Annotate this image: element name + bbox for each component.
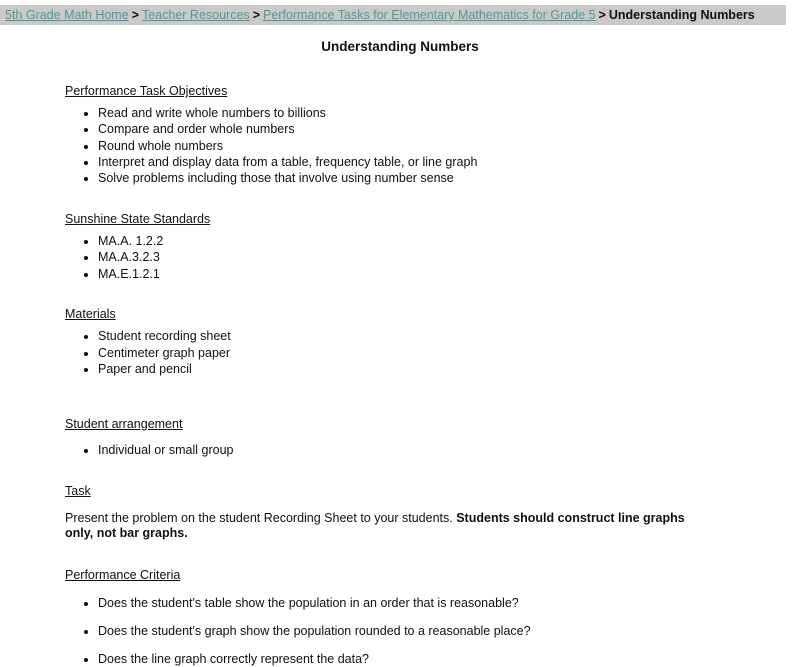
breadcrumb-link-performance-tasks[interactable]: Performance Tasks for Elementary Mathematics for Grade 5 [263,8,596,22]
task-text-normal: Present the problem on the student Recording Sheet to your students. [65,510,457,525]
section-heading-materials: Materials [65,307,116,322]
list-item: • Centimeter graph paper [98,346,760,361]
list-item: • Student recording sheet [98,329,760,344]
section-heading-standards: Sunshine State Standards [65,211,211,226]
breadcrumb-link-home[interactable]: 5th Grade Math Home [5,8,129,22]
list-item: • Read and write whole numbers to billions [98,106,760,121]
breadcrumb-current-page: Understanding Numbers [608,8,755,22]
list-item: • Does the student's graph show the population rounded to a reasonable place? [98,624,760,639]
arrangement-list [65,443,760,458]
section-heading-criteria: Performance Criteria [65,567,181,582]
section-heading-arrangement: Student arrangement [65,416,183,431]
criteria-list [65,596,760,667]
list-item: • Paper and pencil [98,362,760,377]
list-item: • MA.A. 1.2.2 [98,234,760,249]
list-item: • MA.A.3.2.3 [98,250,760,265]
list-item: • Individual or small group [98,443,760,458]
list-item: • Does the line graph correctly represent the data? [98,652,760,667]
breadcrumb-separator: > [252,8,260,22]
breadcrumb-link-teacher-resources[interactable]: Teacher Resources [141,8,250,22]
materials-list [65,329,760,376]
list-item: • Compare and order whole numbers [98,122,760,137]
breadcrumb-separator: > [131,8,139,22]
list-item: • Does the student's table show the population in an order that is reasonable? [98,596,760,611]
standards-list [65,234,760,281]
section-heading-objectives: Performance Task Objectives [65,84,228,98]
breadcrumb [0,5,786,25]
task-text-bold: Students should construct line graphs only, not bar graphs. [65,510,685,541]
section-heading-task: Task [65,483,91,498]
task-description [65,511,695,542]
objectives-list [65,106,760,186]
list-item: • MA.E.1.2.1 [98,267,760,282]
breadcrumb-separator: > [598,8,606,22]
list-item: • Interpret and display data from a table, frequency table, or line graph [98,155,760,170]
page-title: Understanding Numbers [321,39,479,54]
list-item: • Solve problems including those that involve using number sense [98,171,760,186]
list-item: • Round whole numbers [98,139,760,154]
main-content [65,84,760,667]
